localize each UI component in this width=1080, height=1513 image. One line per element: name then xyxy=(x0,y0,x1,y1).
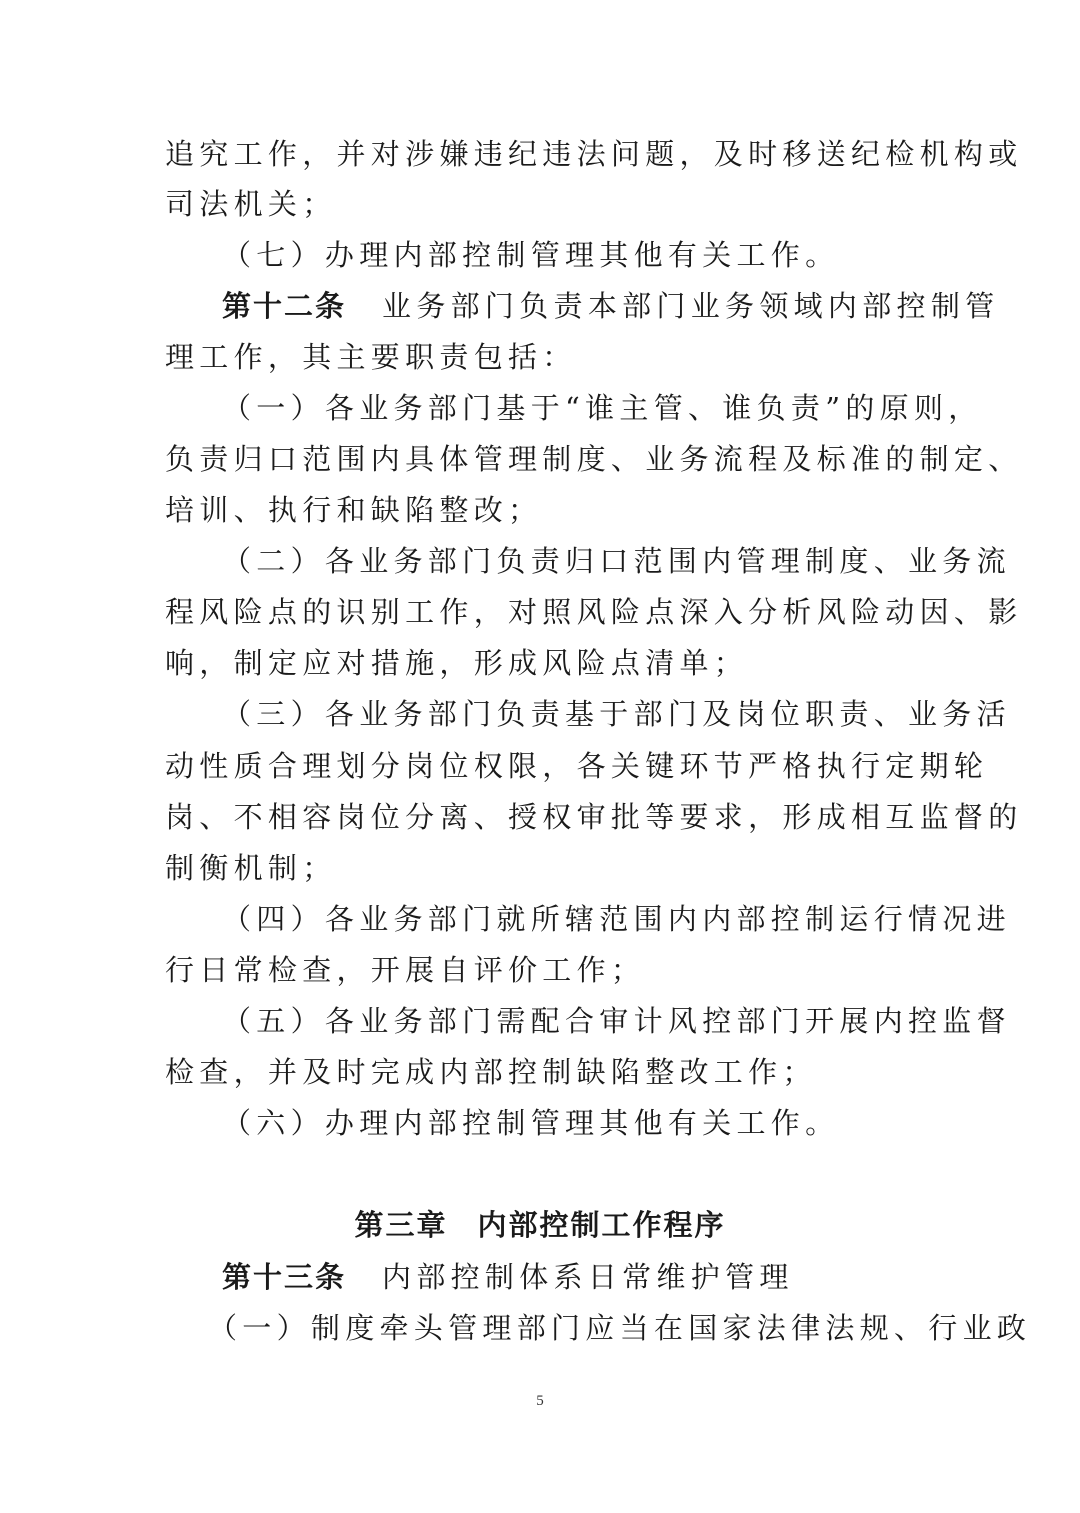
paragraph-line: 响，制定应对措施，形成风险点清单； xyxy=(165,646,749,680)
paragraph-line: 岗、不相容岗位分离、授权审批等要求，形成相互监督的 xyxy=(165,800,1023,834)
paragraph-line: 制衡机制； xyxy=(165,851,337,885)
paragraph-line: 负责归口范围内具体管理制度、业务流程及标准的制定、 xyxy=(165,442,1023,476)
article-13-heading xyxy=(222,1259,972,1295)
article-12-label: 第十二条 xyxy=(222,289,347,323)
paragraph-line: 追究工作，并对涉嫌违纪违法问题，及时移送纪检机构或 xyxy=(165,137,1023,171)
page-number: 5 xyxy=(536,1393,544,1409)
paragraph-line: （四）各业务部门就所辖范围内内部控制运行情况进 xyxy=(222,902,1011,936)
paragraph-line: 理工作，其主要职责包括： xyxy=(165,340,577,374)
chapter-number: 第三章 xyxy=(354,1208,448,1242)
chapter-title: 内部控制工作程序 xyxy=(477,1208,726,1242)
paragraph-line: 司法机关； xyxy=(165,187,337,221)
paragraph-line: （七）办理内部控制管理其他有关工作。 xyxy=(222,238,840,272)
paragraph-line: 行日常检查，开展自评价工作； xyxy=(165,953,646,987)
paragraph-line: 检查，并及时完成内部控制缺陷整改工作； xyxy=(165,1055,817,1089)
paragraph-line: 程风险点的识别工作，对照风险点深入分析风险动因、影 xyxy=(165,595,1023,629)
chapter-heading xyxy=(0,1207,1080,1243)
paragraph-line: （六）办理内部控制管理其他有关工作。 xyxy=(222,1106,840,1140)
paragraph-line: （五）各业务部门需配合审计风控部门开展内控监督 xyxy=(222,1004,1011,1038)
paragraph-line: （一）各业务部门基于“谁主管、谁负责”的原则， xyxy=(222,391,983,425)
article-12-intro: 业务部门负责本部门业务领域内部控制管 xyxy=(382,289,1000,323)
paragraph-line: （三）各业务部门负责基于部门及岗位职责、业务活 xyxy=(222,697,1011,731)
paragraph-line: （二）各业务部门负责归口范围内管理制度、业务流 xyxy=(222,544,1011,578)
paragraph-line: 培训、执行和缺陷整改； xyxy=(165,493,543,527)
article-12-heading xyxy=(222,288,1000,324)
article-13-title: 内部控制体系日常维护管理 xyxy=(382,1260,794,1294)
article-13-label: 第十三条 xyxy=(222,1260,347,1294)
paragraph-line: （一）制度牵头管理部门应当在国家法律法规、行业政 xyxy=(208,1311,1032,1345)
paragraph-line: 动性质合理划分岗位权限，各关键环节严格执行定期轮 xyxy=(165,749,989,783)
